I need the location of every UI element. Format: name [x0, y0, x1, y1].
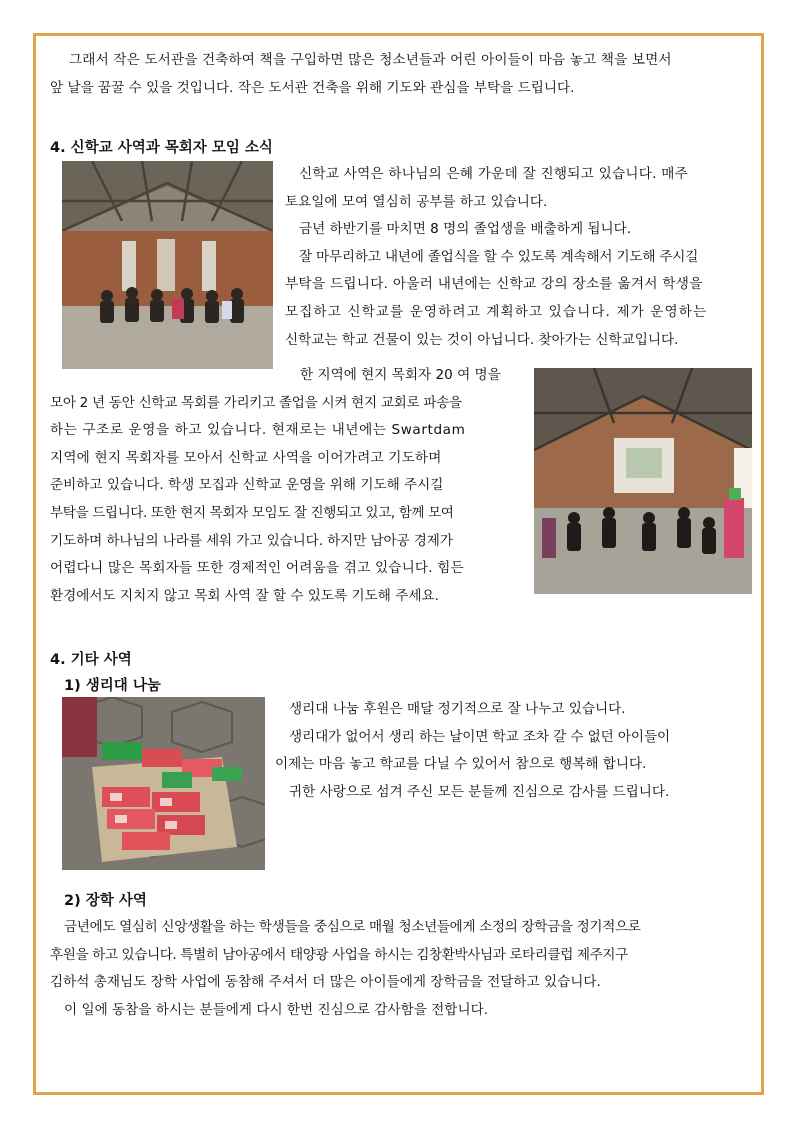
text-line: 토요일에 모여 열심히 공부를 하고 있습니다.: [285, 193, 548, 210]
intro-paragraph: [50, 47, 750, 102]
section-heading-other: 4. 기타 사역: [50, 652, 132, 668]
text-line: 잘 마무리하고 내년에 졸업식을 할 수 있도록 계속해서 기도해 주시길: [299, 248, 699, 265]
text-line: 후원을 하고 있습니다. 특별히 남아공에서 태양광 사업을 하시는 김창환박사님과 로타리클럽 제주지구: [50, 946, 628, 963]
text-line: 귀한 사랑으로 섬겨 주신 모든 분들께 진심으로 감사를 드립니다.: [289, 783, 670, 800]
pastors-meeting-photo: [534, 368, 752, 594]
text-line: 모아 2 년 동안 신학교 목회를 가리키고 졸업을 시켜 현지 교회로 파송을: [50, 394, 462, 411]
text-line: 금년 하반기를 마치면 8 명의 졸업생을 배출하게 됩니다.: [299, 221, 632, 238]
text-line: 신학교는 학교 건물이 있는 것이 아닙니다. 찾아가는 신학교입니다.: [285, 331, 679, 348]
text-line: 김하석 총재님도 장학 사업에 동참해 주셔서 더 많은 아이들에게 장학금을 전달하고 있습니다.: [50, 974, 601, 991]
seminary-class-photo: [62, 161, 273, 369]
sanitary-pads-photo: [62, 697, 265, 870]
text-line: 기도하며 하나님의 나라를 세워 가고 있습니다. 하지만 남아공 경제가: [50, 532, 453, 549]
pads-paragraph: [275, 696, 751, 806]
text-line: 준비하고 있습니다. 학생 모집과 신학교 운영을 위해 기도해 주시길: [50, 477, 444, 494]
text-line: 이 일에 동참을 하시는 분들에게 다시 한번 진심으로 감사함을 전합니다.: [64, 1001, 489, 1018]
text-line: 한 지역에 현지 목회자 20 여 명을: [300, 367, 501, 383]
text-line: 부탁을 드립니다. 또한 현지 목회자 모임도 잘 진행되고 있고, 함께 모여: [50, 504, 454, 521]
text-line: 앞 날을 꿈꿀 수 있을 것입니다. 작은 도서관 건축을 위해 기도와 관심을 부탁을 드립니다.: [50, 79, 575, 96]
subheading-scholarship: 2) 장학 사역: [64, 893, 147, 909]
text-line: 생리대 나눔 후원은 매달 정기적으로 잘 나누고 있습니다.: [289, 701, 626, 717]
text-line: 지역에 현지 목회자를 모아서 신학교 사역을 이어가려고 기도하며: [50, 449, 442, 466]
text-line: 이제는 마음 놓고 학교를 다닐 수 있어서 참으로 행복해 합니다.: [275, 756, 647, 773]
text-line: 환경에서도 지치지 않고 목회 사역 잘 할 수 있도록 기도해 주세요.: [50, 587, 439, 604]
section-heading-seminary: 4. 신학교 사역과 목회자 모임 소식: [50, 140, 273, 156]
seminary-paragraph-1: [285, 161, 751, 354]
text-line: 금년에도 열심히 신앙생활을 하는 학생들을 중심으로 매월 청소년들에게 소정의 장학금을 정기적으로: [64, 919, 641, 935]
text-line: 신학교 사역은 하나님의 은혜 가운데 잘 진행되고 있습니다. 매주: [299, 166, 689, 182]
text-line: 모집하고 신학교를 운영하려고 계획하고 있습니다. 제가 운영하는: [285, 303, 708, 320]
text-line: 어렵다니 많은 목회자들 또한 경제적인 어려움을 겪고 있습니다. 힘든: [50, 560, 464, 577]
seminary-paragraph-2: [50, 362, 524, 610]
text-line: 하는 구조로 운영을 하고 있습니다. 현재로는 내년에는 Swartdam: [50, 422, 466, 439]
text-line: 부탁을 드립니다. 아울러 내년에는 신학교 강의 장소를 옮겨서 학생을: [285, 276, 703, 293]
text-line: 생리대가 없어서 생리 하는 날이면 학교 조차 갈 수 없던 아이들이: [289, 728, 671, 745]
text-line: 그래서 작은 도서관을 건축하여 책을 구입하면 많은 청소년들과 어린 아이들이 마음 놓고 책을 보면서: [69, 52, 672, 68]
scholarship-paragraph: [50, 914, 755, 1024]
subheading-pads: 1) 생리대 나눔: [64, 678, 161, 694]
